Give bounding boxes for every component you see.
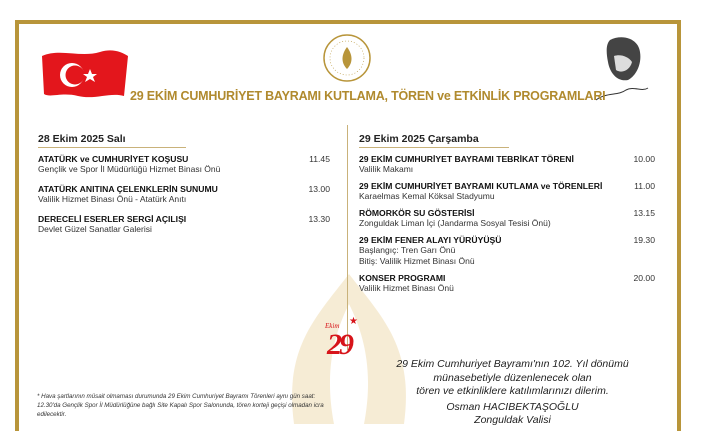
column-divider xyxy=(347,125,348,350)
event-name: RÖMORKÖR SU GÖSTERİSİ xyxy=(359,208,475,218)
event-item xyxy=(38,154,330,175)
signer-title: Zonguldak Valisi xyxy=(474,414,551,426)
event-name: 29 EKİM CUMHURİYET BAYRAMI KUTLAMA ve TÖRENLERİ xyxy=(359,181,603,191)
event-name: 29 EKİM FENER ALAYI YÜRÜYÜŞÜ xyxy=(359,235,502,245)
event-name: ATATÜRK ANITINA ÇELENKLERİN SUNUMU xyxy=(38,184,218,194)
event-location-start: Başlangıç: Tren Garı Önü xyxy=(359,245,456,255)
logo-number: 29 xyxy=(327,328,351,361)
event-item xyxy=(359,273,655,294)
event-item xyxy=(359,235,655,267)
event-item xyxy=(359,208,655,229)
message-line: tören ve etkinliklere katılımlarınızı dilerim. xyxy=(416,385,609,397)
signer-name: Osman HACIBEKTAŞOĞLU xyxy=(446,400,579,413)
event-time: 19.30 xyxy=(633,235,655,245)
governor-message xyxy=(385,358,640,428)
event-name: 29 EKİM CUMHURİYET BAYRAMI TEBRİKAT TÖRENİ xyxy=(359,154,574,164)
event-time: 13.30 xyxy=(308,214,330,224)
event-item xyxy=(359,181,655,202)
day-29-column xyxy=(359,133,655,300)
event-time: 10.00 xyxy=(633,154,655,164)
logo-ekim-text: Ekim xyxy=(325,322,340,330)
ekim-29-logo xyxy=(323,316,373,365)
page-title: 29 EKİM CUMHURİYET BAYRAMI KUTLAMA, TÖREN ve ETKİNLİK PROGRAMLARI xyxy=(130,89,606,103)
governorship-emblem-icon xyxy=(322,33,372,83)
event-location: Valilik Makamı xyxy=(359,164,414,174)
event-item xyxy=(38,184,330,205)
weather-note: * Hava şartlarının müsait olmaması durumunda 29 Ekim Cumhuriyet Bayramı Törenleri aynı gün saat: 12.30'da Gençlik Spor İl Müdürlüğüne bağlı Site Kapalı Spor Salonunda, tören korteji geçişi olmadan icra edilecektir. xyxy=(37,393,324,418)
event-location: Zonguldak Liman İçi (Jandarma Sosyal Tesisi Önü) xyxy=(359,218,551,228)
event-location: Gençlik ve Spor İl Müdürlüğü Hizmet Binası Önü xyxy=(38,164,221,174)
message-line: münasebetiyle düzenlenecek olan xyxy=(433,371,592,384)
event-item xyxy=(38,214,330,235)
event-location-end: Bitiş: Valilik Hizmet Binası Önü xyxy=(359,256,475,266)
event-time: 13.00 xyxy=(308,184,330,194)
event-time: 13.15 xyxy=(633,208,655,218)
message-line: 29 Ekim Cumhuriyet Bayramı'nın 102. Yıl dönümü xyxy=(396,358,629,370)
star-icon: ★ xyxy=(349,316,358,327)
event-time: 11.00 xyxy=(634,181,655,191)
turkish-flag-icon xyxy=(40,48,130,100)
event-location: Valilik Hizmet Binası Önü xyxy=(359,283,454,293)
day-heading: 28 Ekim 2025 Salı xyxy=(38,133,186,148)
event-name: DERECELİ ESERLER SERGİ AÇILIŞI xyxy=(38,214,187,224)
event-time: 11.45 xyxy=(309,154,330,164)
event-name: ATATÜRK ve CUMHURİYET KOŞUSU xyxy=(38,154,189,164)
event-item xyxy=(359,154,655,175)
event-name: KONSER PROGRAMI xyxy=(359,273,446,283)
event-location: Karaelmas Kemal Köksal Stadyumu xyxy=(359,191,495,201)
day-28-column xyxy=(38,133,330,244)
event-time: 20.00 xyxy=(633,273,655,283)
event-location: Devlet Güzel Sanatlar Galerisi xyxy=(38,224,152,234)
day-heading: 29 Ekim 2025 Çarşamba xyxy=(359,133,509,148)
event-location: Valilik Hizmet Binası Önü - Atatürk Anıtı xyxy=(38,194,187,204)
